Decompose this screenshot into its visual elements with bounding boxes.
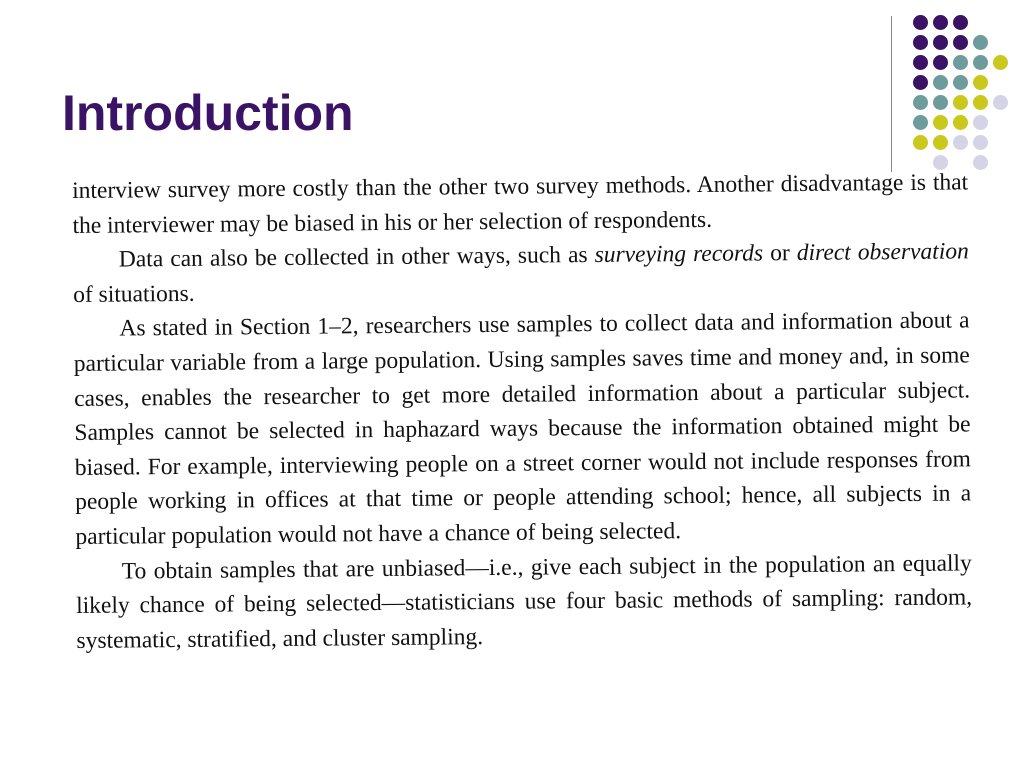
dot-lime [953,95,968,110]
dot-lime [933,115,948,130]
dot-purple [933,35,948,50]
dot-purple [913,55,928,70]
dot-purple [933,55,948,70]
italic-term-direct-observation: direct observation [796,238,969,267]
dot-purple [933,15,948,30]
dot-lime [933,135,948,150]
italic-term-surveying-records: surveying records [594,240,764,269]
paragraph-3: As stated in Section 1–2, researchers use samples to collect data and information about a particular variable from a large population. Using samples saves time and money and, in some cases, enables the researcher to get more detailed information about a particular subject. Samples cannot be selected in haphazard ways because the information obtained might be biased. For example, interviewing people on a street corner would not include responses from people working in offices at that time or people attending school; hence, all subjects in a particular population would not have a chance of being selected. [73,307,972,550]
dot-teal [973,55,988,70]
dot-teal [913,95,928,110]
dot-teal [953,55,968,70]
dot-teal [973,35,988,50]
dot-lime [973,95,988,110]
dot-teal [913,115,928,130]
paragraph-4: To obtain samples that are unbiased—i.e., give each subject in the population an equally likely chance of being selected—statisticians use four basic methods of sampling: random, systematic, stratified, and cluster sampling. [76,549,973,654]
dot-purple [953,15,968,30]
dot-purple [913,15,928,30]
dot-purple [913,75,928,90]
slide-title: Introduction [62,85,354,141]
paragraph-1: interview survey more costly than the other two survey methods. Another disadvantage is that the interviewer may be biased in his or her selection of respondents. [72,169,969,239]
decorative-dot-grid [907,9,1011,169]
paragraph-2-start: Data can also be collected in other ways, such as [118,242,595,273]
dot-purple [953,35,968,50]
dot-lavender [953,135,968,150]
dot-lime [973,75,988,90]
divider-line [891,16,892,172]
dot-teal [933,95,948,110]
paragraph-2-mid: or [762,240,797,267]
dot-lime [993,55,1008,70]
dot-lime [913,135,928,150]
dot-lime [953,115,968,130]
dot-teal [953,75,968,90]
dot-teal [933,75,948,90]
dot-purple [913,35,928,50]
paragraph-2-end: of situations. [73,280,195,308]
dot-lavender [973,115,988,130]
dot-lavender [993,95,1008,110]
dot-lavender [973,135,988,150]
scanned-text-excerpt [72,165,973,658]
paragraph-2 [73,235,970,313]
dot-lavender [973,155,988,170]
